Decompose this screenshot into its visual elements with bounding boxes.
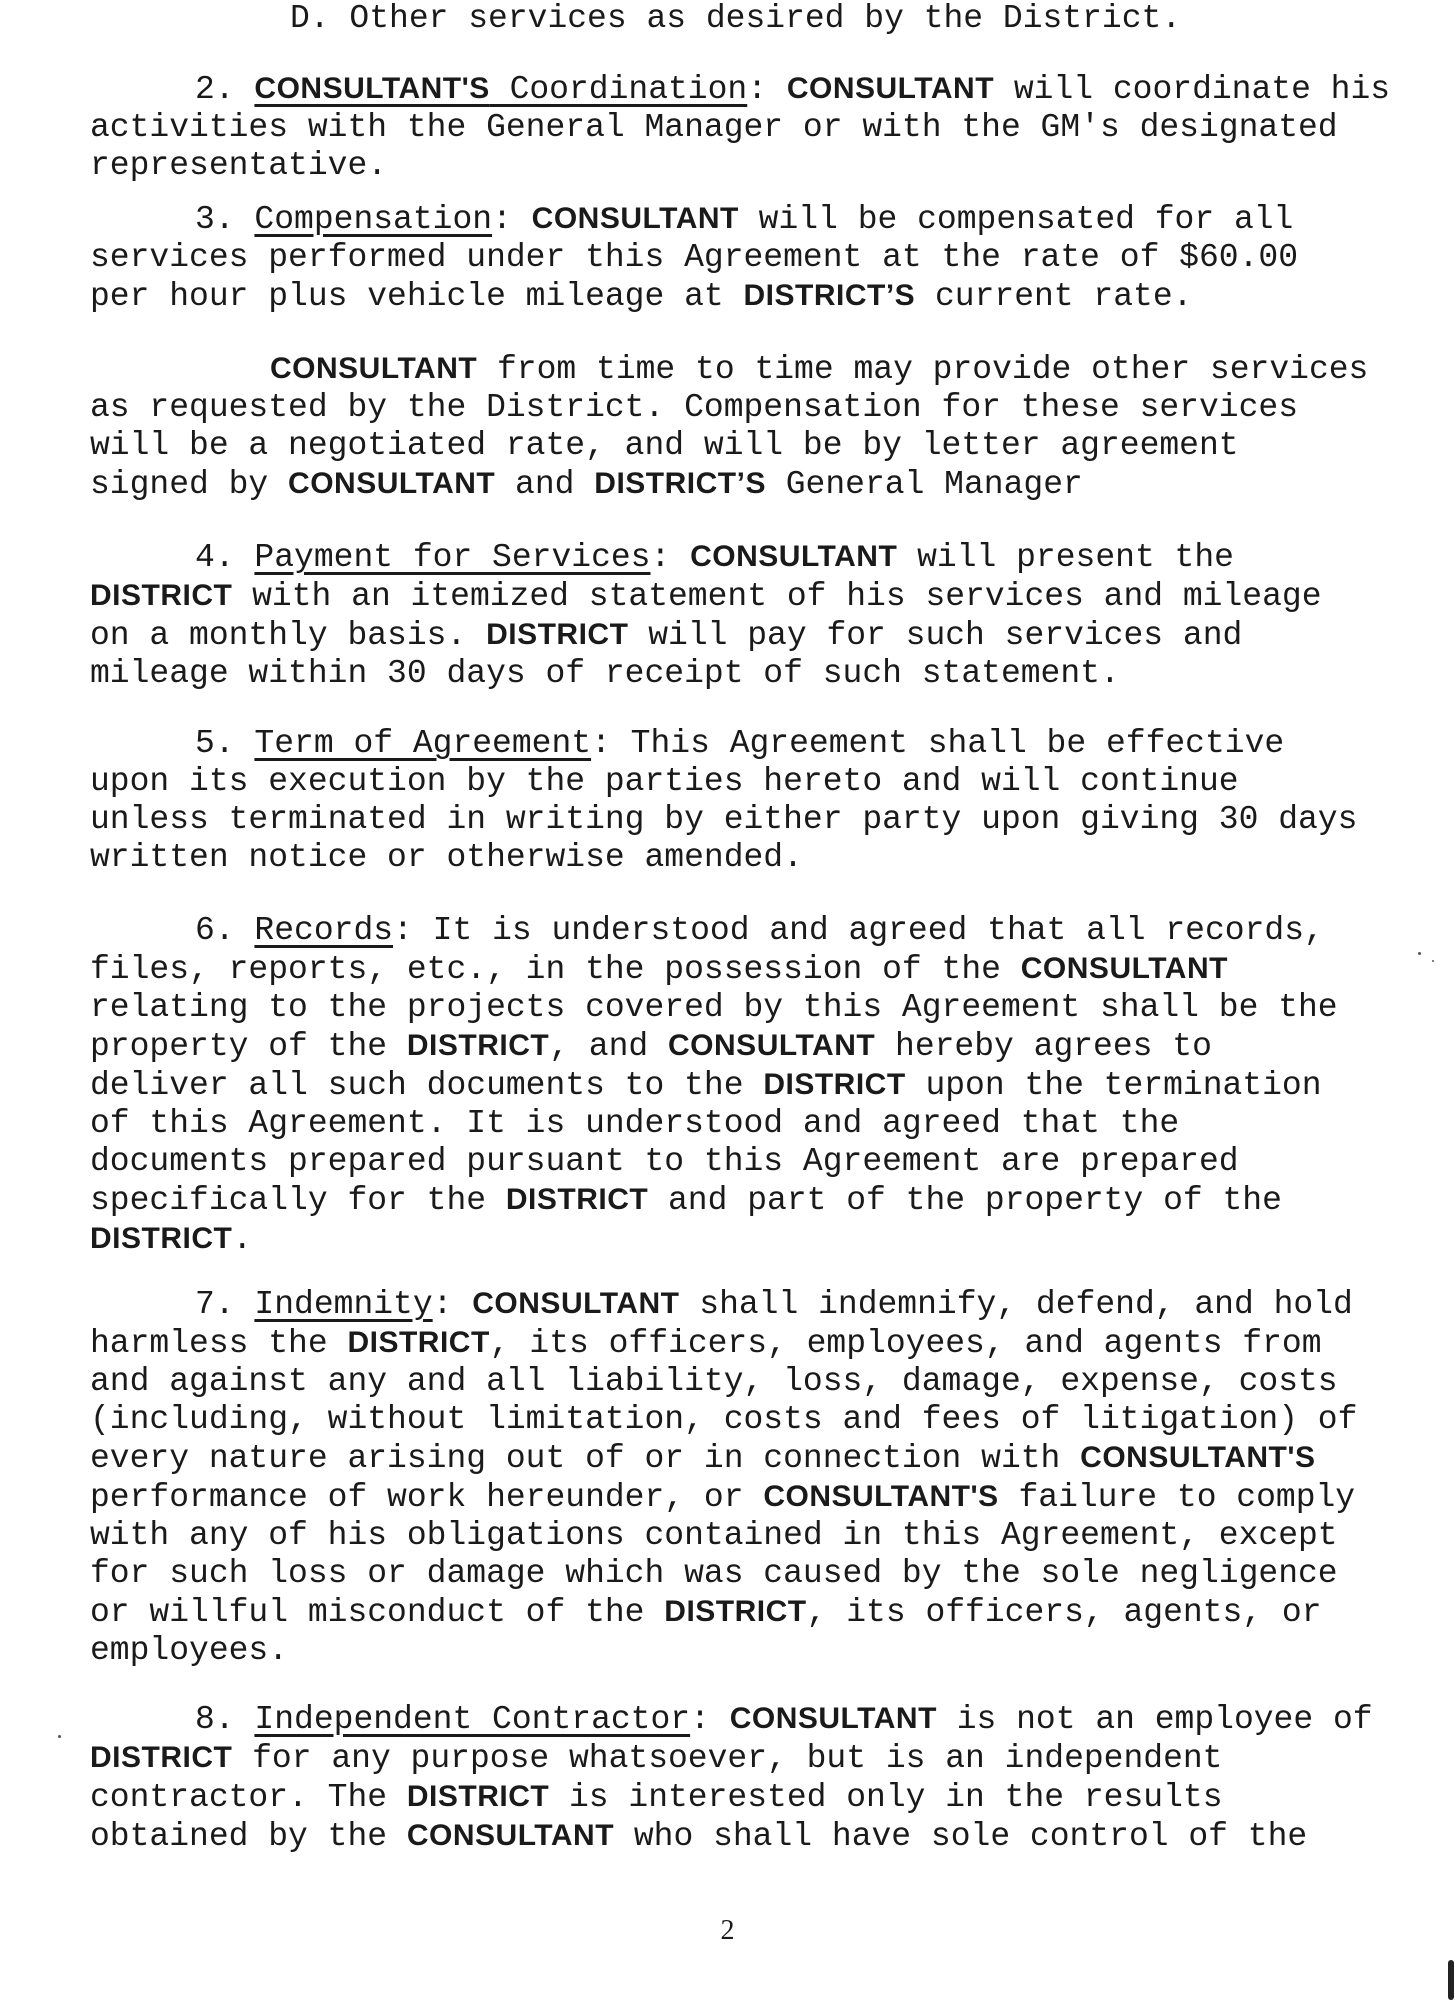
section-4: 4. Payment for Services: CONSULTANT will present the DISTRICT with an itemized statement of his services and mileage on a monthly basis. DISTRICT will pay for such services and mileage within 30 days of receipt of such statement. <box>90 539 1322 692</box>
section-2: 2. CONSULTANT'S Coordination: CONSULTANT will coordinate his activities with the General Manager or with the GM's designated representative. <box>90 71 1391 184</box>
scan-speck <box>1418 952 1421 955</box>
section-3: 3. Compensation: CONSULTANT will be compensated for all services performed under this Agreement at the rate of $60.00 per hour plus vehicle mileage at DISTRICT’S current rate. <box>90 201 1298 315</box>
scan-speck <box>1432 960 1434 962</box>
section-3-other-services: CONSULTANT from time to time may provide other services as requested by the District. Compensation for these services will be a negotiated rate, and will be by letter agreement signed by CONSULTANT and DISTRICT’S General Manager <box>90 351 1369 503</box>
section-7: 7. Indemnity: CONSULTANT shall indemnify, defend, and hold harmless the DISTRICT, its officers, employees, and agents from and against any and all liability, loss, damage, expense, costs (including, without limitation, costs and fees of litigation) of every nature arising out of or in connection with CONSULTANT'S performance of work hereunder, or CONSULTANT'S failure to comply with any of his obligations contained in this Agreement, except for such loss or damage which was caused by the sole negligence or willful misconduct of the DISTRICT, its officers, agents, or employees. <box>90 1286 1358 1669</box>
section-8: 8. Independent Contractor: CONSULTANT is not an employee of DISTRICT for any purpose whatsoever, but is an independent contractor. The DISTRICT is interested only in the results obtained by the CONSULTANT who shall have sole control of the <box>90 1701 1373 1855</box>
item-d <box>90 0 1400 38</box>
scan-speck <box>1448 1960 1454 2000</box>
scan-speck <box>58 1735 61 1738</box>
item-d-text: D. Other services as desired by the District. <box>290 0 1182 37</box>
page-number: 2 <box>720 1915 735 1946</box>
section-5: 5. Term of Agreement: This Agreement shall be effective upon its execution by the parties hereto and will continue unless terminated in writing by either party upon giving 30 days written notice or otherwise amended. <box>90 725 1358 876</box>
section-6: 6. Records: It is understood and agreed that all records, files, reports, etc., in the possession of the CONSULTANT relating to the projects covered by this Agreement shall be the property of the DISTRICT, and CONSULTANT hereby agrees to deliver all such documents to the DISTRICT upon the termination of this Agreement. It is understood and agreed that the documents prepared pursuant to this Agreement are prepared specifically for the DISTRICT and part of the property of the DISTRICT. <box>90 912 1338 1258</box>
